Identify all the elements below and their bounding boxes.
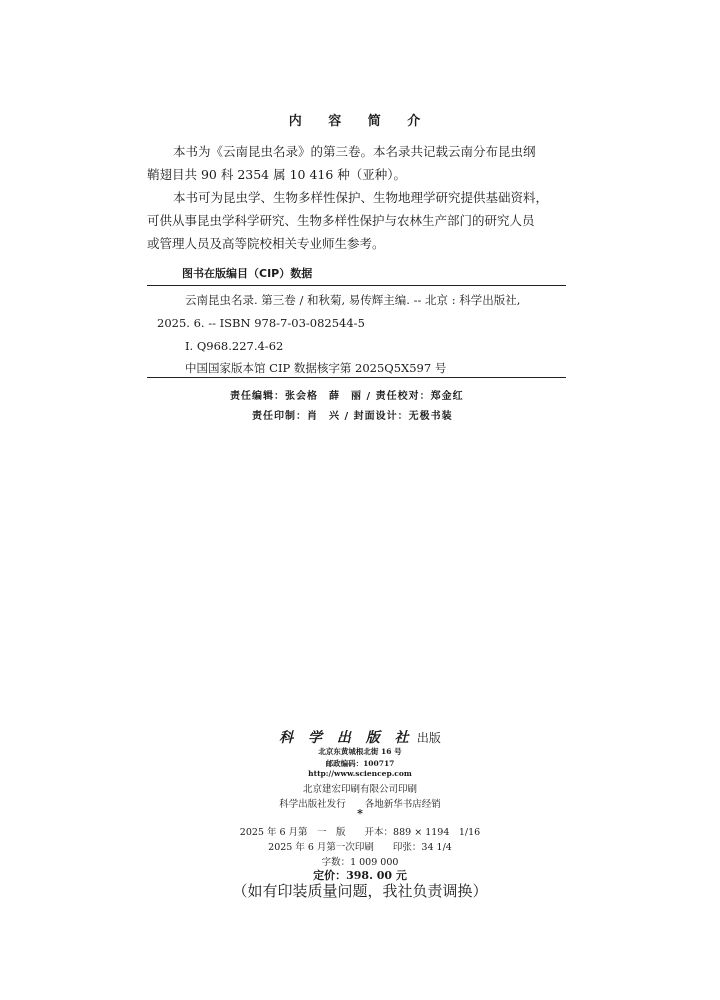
distribution: 科学出版社发行 各地新华书店经销 <box>279 799 441 810</box>
separator-star: * <box>357 807 363 820</box>
summary-para1-line1: 本书为《云南昆虫名录》的第三卷。本名录共记载云南分布昆虫纲 <box>173 144 536 159</box>
printer: 北京建宏印刷有限公司印刷 <box>302 784 417 795</box>
publisher-postcode: 邮政编码：100717 <box>325 759 395 768</box>
printing-info: 2025 年 6 月第一次印刷 印张：34 1/4 <box>268 842 452 853</box>
word-count: 字数：1 009 000 <box>321 857 399 868</box>
quality-notice: （如有印装质量问题，我社负责调换） <box>232 882 488 900</box>
cip-line-1: 云南昆虫名录. 第三卷 / 和秋菊, 易传辉主编. -- 北京 : 科学出版社, <box>185 293 521 307</box>
publisher-name: 科 学 出 版 社 <box>279 730 414 746</box>
publisher-website: http://www.sciencep.com <box>308 769 412 778</box>
price: 定价：398. 00 元 <box>313 869 407 882</box>
cip-title: 图书在版编目（CIP）数据 <box>182 267 313 280</box>
summary-para2-line1: 本书可为昆虫学、生物多样性保护、生物地理学研究提供基础资料， <box>173 190 549 205</box>
summary-para2-line3: 或管理人员及高等院校相关专业师生参考。 <box>147 236 385 251</box>
publisher-line <box>0 727 720 747</box>
staff-production: 责任印制：肖 兴 / 封面设计：无极书装 <box>252 411 453 422</box>
cip-line-3: Ⅰ. Q968.227.4-62 <box>185 339 284 353</box>
cip-bottom-rule <box>147 377 566 378</box>
page-title: 内 容 简 介 <box>288 114 432 129</box>
edition-info: 2025 年 6 月第 一 版 开本：889 × 1194 1/16 <box>239 827 481 838</box>
cip-top-rule <box>147 285 566 286</box>
summary-para2-line2: 可供从事昆虫学科学研究、生物多样性保护与农林生产部门的研究人员 <box>147 213 535 228</box>
summary-paragraph-1 <box>147 140 579 186</box>
cip-line-4: 中国国家版本馆 CIP 数据核字第 2025Q5X597 号 <box>185 361 447 375</box>
publisher-suffix: 出版 <box>416 731 441 745</box>
cip-line-2: 2025. 6. -- ISBN 978-7-03-082544-5 <box>157 316 365 330</box>
summary-para1-line2: 鞘翅目共 90 科 2354 属 10 416 种（亚种）。 <box>147 167 407 182</box>
staff-editors: 责任编辑：张会格 薛 丽 / 责任校对：郑金红 <box>230 391 464 402</box>
publisher-address: 北京东黄城根北街 16 号 <box>318 747 402 756</box>
summary-paragraph-2 <box>147 186 579 255</box>
